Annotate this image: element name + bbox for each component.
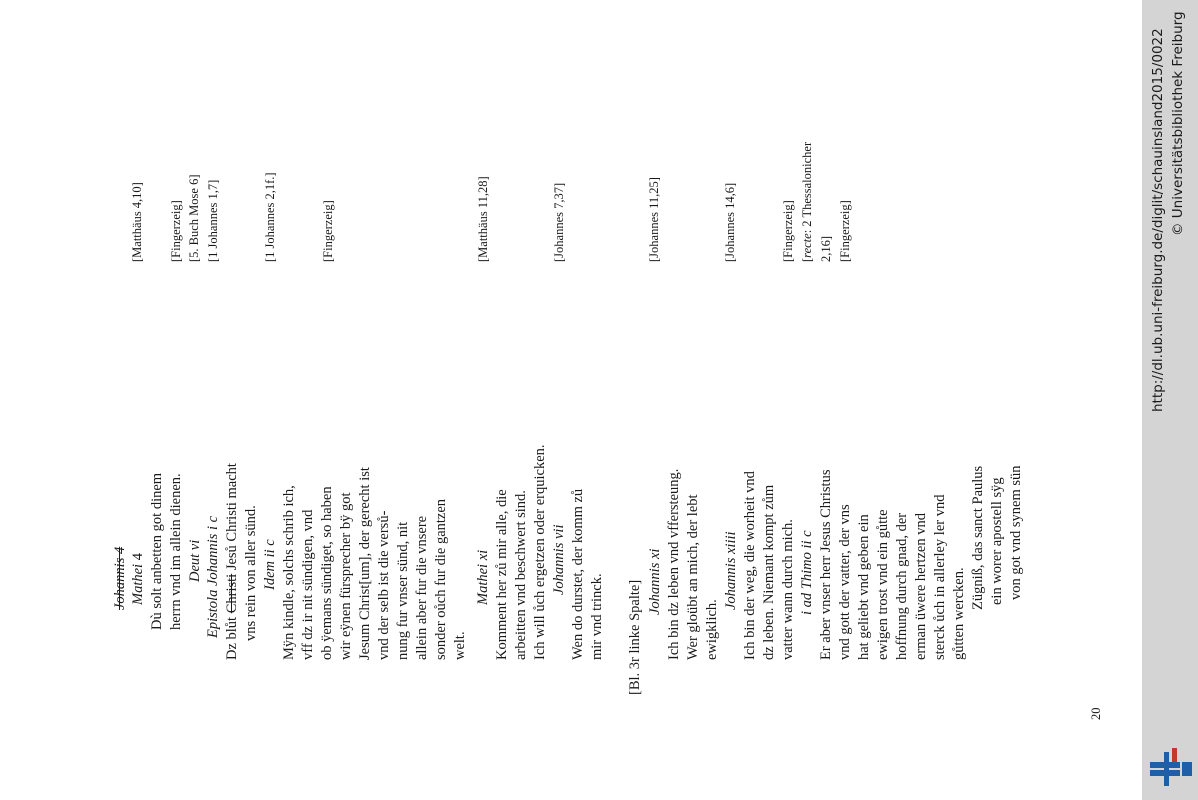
margin-note: [Matthäus 11,28]	[476, 176, 490, 262]
text-line: von got vnd synem sün	[1008, 465, 1024, 600]
text-line: nung fur vnser sünd, nit	[395, 521, 411, 660]
margin-note: 2,16]	[819, 235, 833, 262]
margin-note: [1 Johannes 2,1f.]	[263, 172, 277, 262]
text-line: ewigen trost vnd ein gůtte	[875, 509, 891, 660]
text-line: Johannis vii	[551, 524, 567, 595]
text-line: Epistola Johannis i c	[205, 515, 221, 638]
margin-note: [Matthäus 4,10]	[130, 182, 144, 262]
margin-note: [Johannes 11,25]	[647, 177, 661, 262]
margin-note: [Fingerzeig]	[781, 200, 795, 262]
margin-note: [1 Johannes 1,7]	[206, 179, 220, 262]
text-line: Johannis xiiii	[723, 531, 739, 610]
text-line: Zügniß, das sanct Paulus	[970, 465, 986, 610]
text-line: hat geliebt vnd geben ein	[856, 514, 872, 660]
text-line: arbeitten vnd beschwert sind.	[513, 490, 529, 660]
text-line: hoffnung durch gnad, der	[894, 512, 910, 660]
margin-note: [Fingerzeig]	[169, 200, 183, 262]
text-span: recte	[800, 233, 814, 258]
text-line: Wer gloübt an mich, der lebt	[685, 494, 701, 660]
text-span: Mathei	[130, 563, 146, 605]
page-number: 20	[1089, 707, 1103, 720]
text-line: vnd der selb ist die versů-	[376, 510, 392, 660]
text-line: Deut vi	[187, 539, 203, 582]
text-line: gůtten wercken.	[951, 567, 967, 660]
margin-note: [5. Buch Mose 6]	[187, 174, 201, 262]
ub-freiburg-logo-icon	[1148, 748, 1194, 790]
text-line: Wen do durstet, der komm zů	[570, 488, 586, 660]
text-line	[130, 553, 146, 605]
text-line: ob ÿemans sündiget, so haben	[319, 486, 335, 660]
margin-note: [Johannes 14,6]	[723, 182, 737, 262]
text-line: Dù solt anbetten got dinem	[149, 472, 165, 630]
text-line: allein aber fur die vnsere	[414, 515, 430, 660]
text-line: mir vnd trinck.	[589, 573, 605, 660]
text-line: sonder oůch fur die gantzen	[433, 498, 449, 660]
margin-note: [Fingerzeig]	[321, 200, 335, 262]
text-line: welt.	[452, 631, 468, 660]
text-line: Komment her zů mir alle, die	[494, 489, 510, 660]
text-line: dz leben. Niemant kompt zům	[761, 484, 777, 660]
text-span: Christi	[224, 573, 240, 614]
text-line: Ich bin der weg, die worheit vnd	[742, 471, 758, 660]
text-line: Idem ii c	[262, 539, 278, 590]
text-line: Johannis xi	[647, 548, 663, 615]
text-line	[224, 463, 240, 660]
margin-note	[799, 142, 815, 262]
copyright-notice: © Universitätsbibliothek Freiburg	[1170, 11, 1186, 236]
text-line: vns rein von aller sünd.	[243, 505, 259, 641]
text-line: Johannis 4	[112, 546, 128, 610]
text-line: Ich bin dz leben vnd vffersteung.	[666, 468, 682, 660]
text-line: Er aber vnser herr Jesus Christus	[818, 469, 834, 660]
ub-freiburg-logo-icon	[1148, 748, 1194, 790]
text-line: Jesum Christ[um], der gerecht ist	[357, 467, 373, 660]
text-line: vff dz ir nit sündigen, vnd	[300, 509, 316, 660]
digital-library-sidebar	[1142, 0, 1198, 800]
text-line: vnd gott der vatter, der vns	[837, 504, 853, 660]
text-line: Ich will ůch ergetzen oder erquicken.	[532, 444, 548, 660]
text-line: erman üwere hertzen vnd	[913, 513, 929, 660]
text-line: Mathei xi	[475, 549, 491, 605]
text-line: Mÿn kindle, solchs schrib ich,	[281, 485, 297, 660]
text-line: wir eÿnen fürsprecher bÿ got	[338, 492, 354, 660]
text-span: 4	[130, 553, 146, 564]
text-span: Jesů Christi macht	[224, 463, 240, 574]
text-line: herrn vnd im allein dienen.	[168, 473, 184, 630]
margin-note: [Fingerzeig]	[838, 200, 852, 262]
margin-note: [Johannes 7,37]	[552, 182, 566, 262]
source-url[interactable]: http://dl.ub.uni-freiburg.de/diglit/schauinsland2015/0022	[1150, 28, 1166, 412]
text-span: Dz blůt	[224, 613, 240, 660]
text-span: : 2 Thessalonicher	[800, 141, 814, 234]
text-line: [Bl. 3r linke Spalte]	[627, 579, 643, 695]
text-line: vatter wann durch mich.	[780, 519, 796, 660]
text-line: ewigklich.	[704, 599, 720, 660]
text-span: [	[800, 257, 814, 262]
text-line: ein worer apostell sÿg	[989, 477, 1005, 605]
text-line: sterck ůch in allerley ler vnd	[932, 494, 948, 660]
text-line: i ad Thimo ii c	[799, 530, 815, 615]
